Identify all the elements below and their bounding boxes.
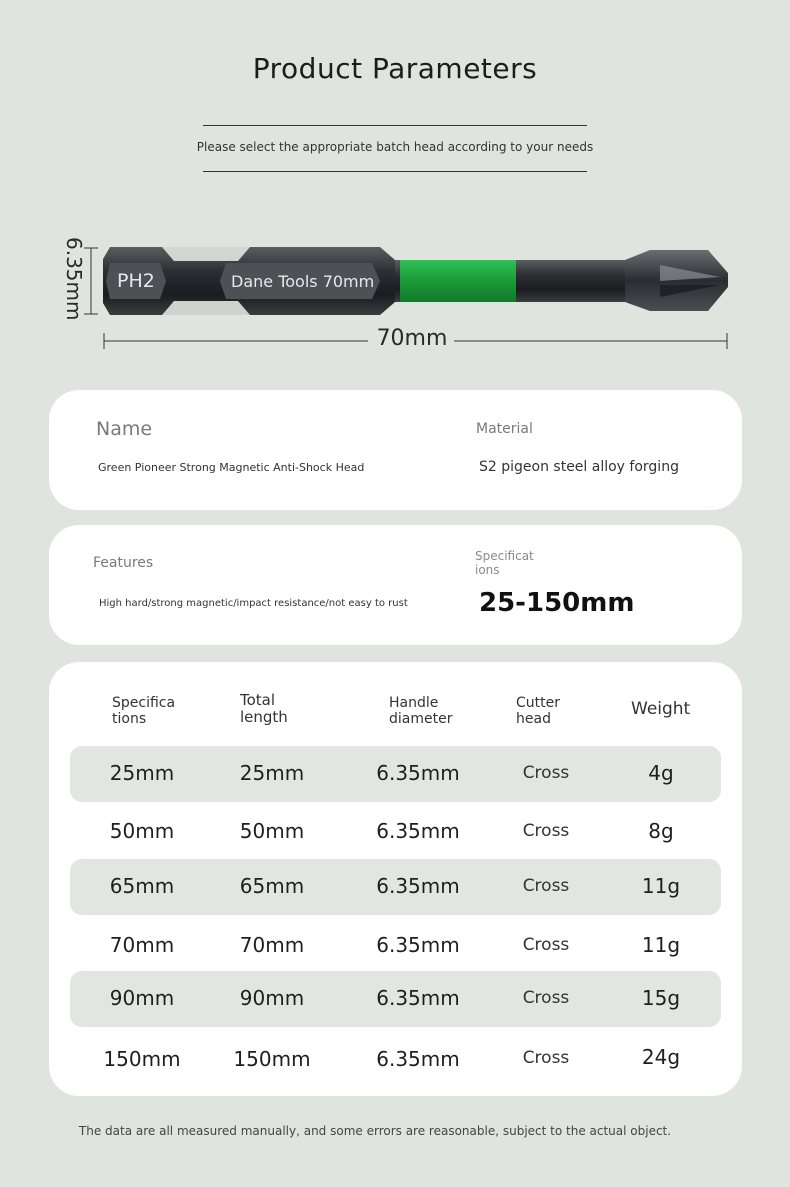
table-header-total-length <box>240 692 288 726</box>
name-value: Green Pioneer Strong Magnetic Anti-Shock Head <box>98 461 365 474</box>
features-label: Features <box>93 555 154 571</box>
cell-diameter: 6.35mm <box>376 819 460 843</box>
header-line: length <box>240 708 288 726</box>
bit-groove-top <box>162 247 250 261</box>
cell-weight: 8g <box>648 819 674 843</box>
cell-length: 70mm <box>239 933 305 957</box>
table-header-weight <box>631 701 690 717</box>
cell-length: 50mm <box>239 819 305 843</box>
cell-weight: 11g <box>641 874 681 898</box>
spec-label-line1: Specificat <box>475 549 534 563</box>
divider-top <box>203 125 587 126</box>
info-card-features-spec <box>49 525 742 645</box>
material-value: S2 pigeon steel alloy forging <box>479 459 679 475</box>
spec-value: 25-150mm <box>479 588 635 618</box>
header-line: Total <box>240 691 276 709</box>
cell-weight: 15g <box>641 986 681 1010</box>
cell-spec: 150mm <box>103 1047 181 1071</box>
cell-spec: 65mm <box>109 874 175 898</box>
bit-tip <box>625 250 728 311</box>
diameter-dimension-label: 6.35mm <box>62 237 86 321</box>
header-line: Cutter <box>516 695 560 711</box>
header-line: Handle <box>389 695 439 711</box>
name-label: Name <box>96 418 153 440</box>
cell-weight: 11g <box>641 933 681 957</box>
material-label: Material <box>476 421 533 437</box>
cell-length: 150mm <box>233 1047 311 1071</box>
header-line: tions <box>112 711 147 727</box>
cell-spec: 50mm <box>109 819 175 843</box>
table-header-cutter-head <box>516 695 560 727</box>
cell-weight: 4g <box>648 761 674 785</box>
cell-length: 25mm <box>239 761 305 785</box>
cell-length: 90mm <box>239 986 305 1010</box>
bit-groove-bottom <box>162 301 250 315</box>
cell-diameter: 6.35mm <box>376 986 460 1010</box>
header-line: Weight <box>631 699 691 719</box>
cell-length: 65mm <box>239 874 305 898</box>
parameters-table <box>49 662 742 1096</box>
page-title: Product Parameters <box>252 52 538 85</box>
cell-spec: 90mm <box>109 986 175 1010</box>
cell-head: Cross <box>522 876 570 896</box>
cell-head: Cross <box>522 935 570 955</box>
header-line: head <box>516 711 551 727</box>
features-value: High hard/strong magnetic/impact resistance/not easy to rust <box>99 598 408 609</box>
cell-head: Cross <box>522 988 570 1008</box>
cell-diameter: 6.35mm <box>376 761 460 785</box>
bit-green-band <box>400 260 516 302</box>
header-line: Specifica <box>112 695 176 711</box>
spec-label-line2: ions <box>475 563 500 577</box>
page-subtitle: Please select the appropriate batch head according to your needs <box>196 140 594 154</box>
table-header-specifications <box>112 695 175 727</box>
info-card-name-material <box>49 390 742 510</box>
cell-diameter: 6.35mm <box>376 1047 460 1071</box>
footnote: The data are all measured manually, and some errors are reasonable, subject to the actual object. <box>78 1124 672 1138</box>
bit-head-label: PH2 <box>117 270 155 292</box>
bit-brand-label: Dane Tools 70mm <box>231 272 375 291</box>
cell-diameter: 6.35mm <box>376 933 460 957</box>
spec-label <box>475 549 534 577</box>
table-header-handle-diameter <box>389 695 452 727</box>
cell-weight: 24g <box>641 1045 681 1069</box>
cell-head: Cross <box>522 763 570 783</box>
cell-head: Cross <box>522 821 570 841</box>
cell-spec: 25mm <box>109 761 175 785</box>
cell-diameter: 6.35mm <box>376 874 460 898</box>
length-dimension-label: 70mm <box>376 326 448 351</box>
cell-spec: 70mm <box>109 933 175 957</box>
divider-bottom <box>203 171 587 172</box>
cell-head: Cross <box>522 1048 570 1068</box>
header-line: diameter <box>389 711 453 727</box>
